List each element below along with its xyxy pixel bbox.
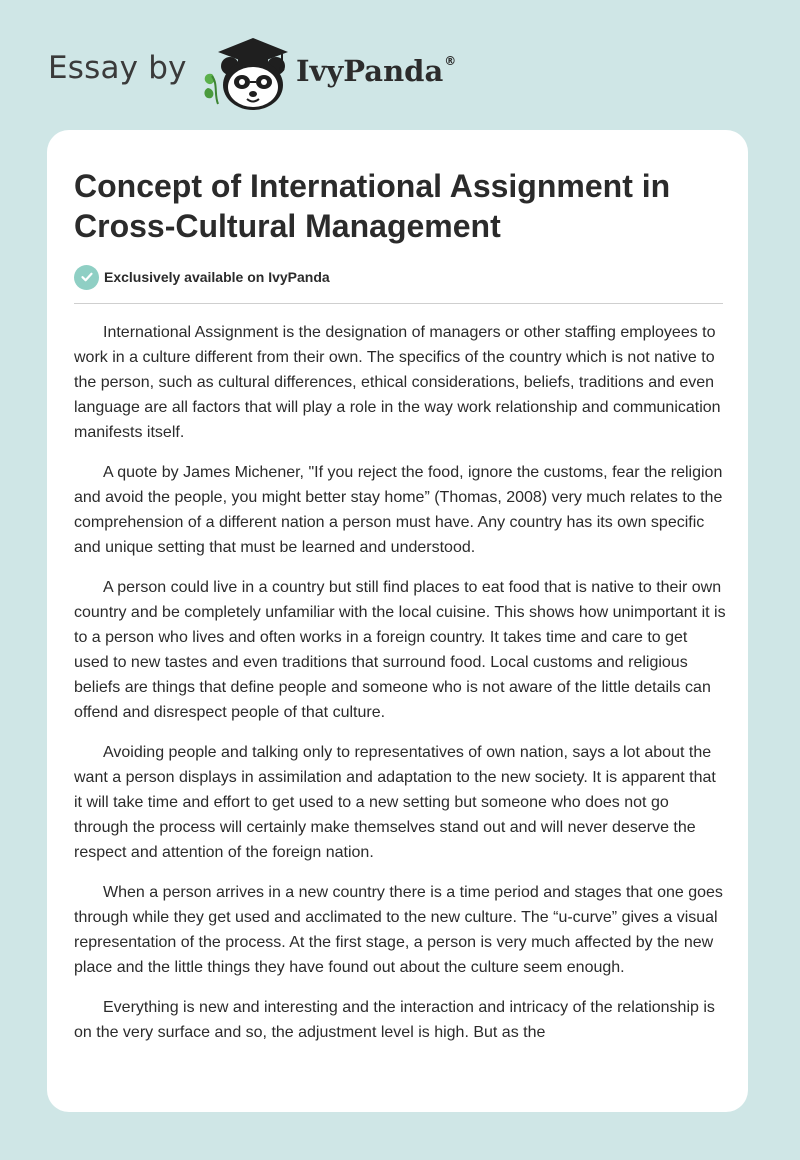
- registered-mark: ®: [444, 54, 457, 68]
- paragraph: Avoiding people and talking only to representatives of own nation, says a lot about the want a person displays in assimilation and adaptation to the new society. It is apparent that it will take time and effort to get used to a new setting but someone who does not go through the process will certainly make themselves stand out and will never deserve the respect and attention of the foreign nation.: [74, 744, 716, 861]
- paragraph: A person could live in a country but still find places to eat food that is native to their own country and be completely unfamiliar with the local cuisine. This shows how unimportant it is to a person who lives and often works in a foreign country. It takes time and care to get used to new tastes and even traditions that surround food. Local customs and religious beliefs are things that define people and someone who is not aware of the little details can offend and disrespect people of that culture.: [74, 579, 726, 721]
- divider: [74, 303, 723, 304]
- essay-by-label: Essay by: [48, 50, 187, 86]
- check-icon: [74, 265, 99, 290]
- paragraph: Everything is new and interesting and the interaction and intricacy of the relationship is on the very surface and so, the adjustment level is high. But as the: [74, 999, 715, 1041]
- exclusive-badge: [74, 264, 330, 290]
- essay-body: [74, 320, 726, 1060]
- ivypanda-logo-icon[interactable]: [200, 32, 296, 112]
- paragraph: When a person arrives in a new country there is a time period and stages that one goes through while they get used and acclimated to the new culture. The “u-curve” gives a visual representation of the process. At the first stage, a person is very much affected by the new place and the little things they have found out about the culture seem enough.: [74, 884, 723, 976]
- site-header: [48, 30, 498, 110]
- paragraph: A quote by James Michener, "If you reject the food, ignore the customs, fear the religion and avoid the people, you might better stay home” (Thomas, 2008) very much relates to the comprehension of a different nation a person must have. Any country has its own specific and unique setting that must be learned and understood.: [74, 464, 723, 556]
- brand-name[interactable]: [296, 54, 456, 88]
- paragraph: International Assignment is the designation of managers or other staffing employees to work in a culture different from their own. The specifics of the country which is not native to the person, such as cultural differences, ethical considerations, beliefs, traditions and even language are all factors that will play a role in the way work relationship and communication manifests itself.: [74, 324, 721, 441]
- essay-card: [47, 130, 748, 1112]
- exclusive-label: Exclusively available on IvyPanda: [104, 269, 330, 285]
- page-title: Concept of International Assignment in Cross-Cultural Management: [74, 168, 671, 244]
- brand-name-text: IvyPanda: [296, 54, 444, 88]
